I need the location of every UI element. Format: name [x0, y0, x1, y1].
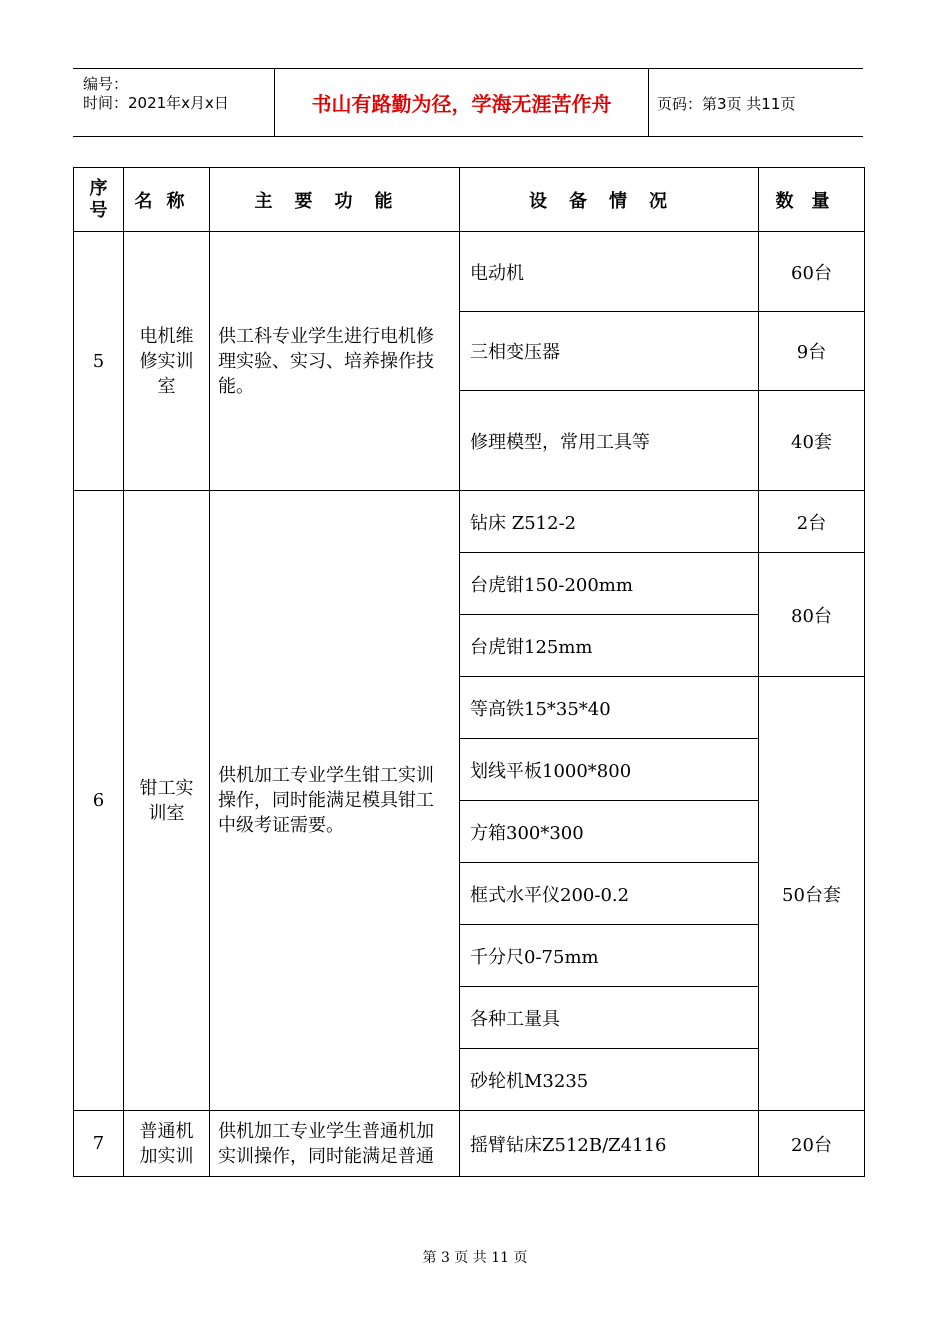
equipment-cell: 修理模型，常用工具等 [460, 391, 759, 491]
quantity-cell: 2台 [759, 491, 865, 553]
row-name: 钳工实训室 [124, 491, 210, 1111]
motto: 书山有路勤为径，学海无涯苦作舟 [275, 69, 649, 136]
number-label: 编号： [83, 75, 129, 93]
table-row [74, 232, 865, 312]
equipment-cell: 三相变压器 [460, 312, 759, 391]
equipment-cell: 钻床 Z512-2 [460, 491, 759, 553]
row-name: 电机维修实训室 [124, 232, 210, 491]
equipment-cell: 电动机 [460, 232, 759, 312]
equipment-cell: 台虎钳150-200mm [460, 553, 759, 615]
equipment-cell: 方箱300*300 [460, 801, 759, 863]
row-function: 供工科专业学生进行电机修理实验、实习、培养操作技能。 [210, 232, 460, 491]
header-seq: 序号 [74, 168, 124, 232]
time-label: 时间：2021年x月x日 [83, 94, 229, 112]
equipment-table [73, 167, 865, 1177]
equipment-cell: 摇臂钻床Z512B/Z4116 [460, 1111, 759, 1177]
quantity-cell: 60台 [759, 232, 865, 312]
row-function: 供机加工专业学生钳工实训操作，同时能满足模具钳工中级考证需要。 [210, 491, 460, 1111]
table-row [74, 491, 865, 553]
equipment-cell: 划线平板1000*800 [460, 739, 759, 801]
quantity-cell: 80台 [759, 553, 865, 677]
table-header-row [74, 168, 865, 232]
equipment-cell: 框式水平仪200-0.2 [460, 863, 759, 925]
row-function: 供机加工专业学生普通机加实训操作，同时能满足普通 [210, 1111, 460, 1177]
equipment-cell: 砂轮机M3235 [460, 1049, 759, 1111]
page-header [73, 68, 863, 137]
equipment-cell: 各种工量具 [460, 987, 759, 1049]
quantity-cell: 9台 [759, 312, 865, 391]
quantity-cell: 50台套 [759, 677, 865, 1111]
row-seq: 6 [74, 491, 124, 1111]
page-footer: 第 3 页 共 11 页 [422, 1250, 528, 1266]
equipment-cell: 台虎钳125mm [460, 615, 759, 677]
header-function: 主要功能 [210, 168, 460, 232]
header-name: 名称 [124, 168, 210, 232]
equipment-cell: 千分尺0-75mm [460, 925, 759, 987]
quantity-cell: 40套 [759, 391, 865, 491]
header-meta [73, 69, 275, 136]
header-equipment: 设备情况 [460, 168, 759, 232]
table-row [74, 1111, 865, 1177]
quantity-cell: 20台 [759, 1111, 865, 1177]
header-quantity: 数量 [759, 168, 865, 232]
page-info: 页码：第3页 共11页 [657, 95, 796, 113]
equipment-cell: 等高铁15*35*40 [460, 677, 759, 739]
row-name: 普通机加实训 [124, 1111, 210, 1177]
row-seq: 7 [74, 1111, 124, 1177]
row-seq: 5 [74, 232, 124, 491]
